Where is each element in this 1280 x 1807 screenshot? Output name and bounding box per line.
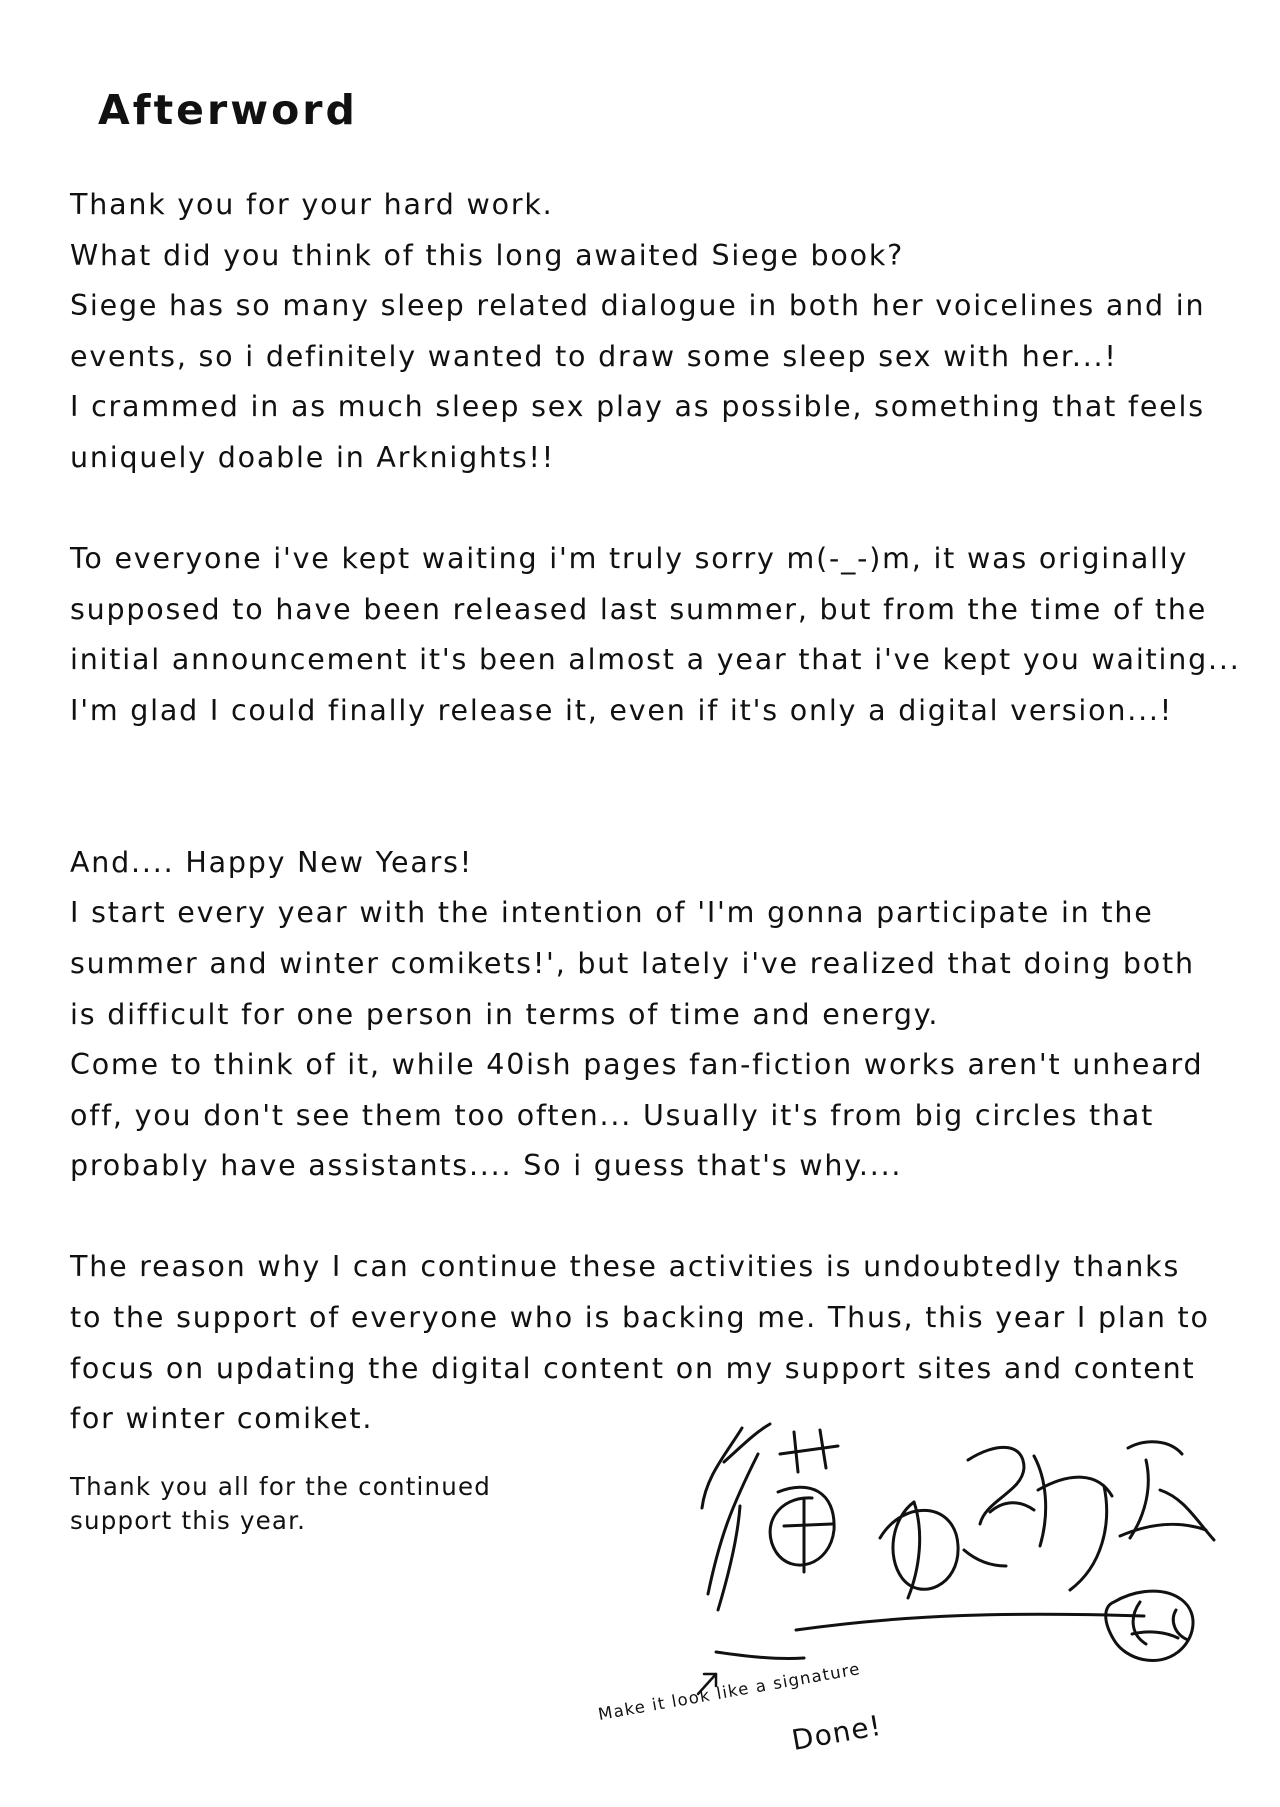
closing-line: Thank you all for the continued — [70, 1472, 491, 1501]
annotation-done: Done! — [789, 1708, 885, 1757]
text-line: The reason why I can continue these activities is undoubtedly thanks — [70, 1250, 1181, 1284]
paragraph-1 — [70, 180, 1250, 484]
page-title: Afterword — [98, 86, 358, 134]
paragraph-gap — [70, 737, 1250, 838]
annotation-note: Make it look like a signature — [596, 1659, 862, 1724]
paragraph-3 — [70, 838, 1250, 1192]
paragraph-gap — [70, 484, 1250, 535]
text-line: Siege has so many sleep related dialogue in both her voicelines and in — [70, 289, 1206, 323]
text-line: uniquely doable in Arknights!! — [70, 440, 555, 474]
text-line: summer and winter comikets!', but lately i've realized that doing both — [70, 946, 1195, 980]
text-line: And.... Happy New Years! — [70, 845, 473, 879]
text-line: I start every year with the intention of 'I'm gonna participate in the — [70, 896, 1154, 930]
text-line: events, so i definitely wanted to draw some sleep sex with her...! — [70, 339, 1118, 373]
text-line: What did you think of this long awaited Siege book? — [70, 238, 905, 272]
text-line: to the support of everyone who is backing me. Thus, this year I plan to — [70, 1301, 1210, 1335]
text-line: Thank you for your hard work. — [70, 188, 554, 221]
text-line: Come to think of it, while 40ish pages fan-fiction works aren't unheard — [70, 1048, 1204, 1082]
paragraph-2 — [70, 534, 1250, 736]
text-line: probably have assistants.... So i guess that's why.... — [70, 1149, 903, 1183]
text-line: off, you don't see them too often... Usually it's from big circles that — [70, 1098, 1155, 1132]
handwritten-signature — [700, 1420, 1220, 1680]
text-line: To everyone i've kept waiting i'm truly sorry m(-_-)m, it was originally — [70, 542, 1189, 576]
text-line: for winter comiket. — [70, 1402, 374, 1436]
closing-note — [70, 1470, 590, 1538]
text-line: I crammed in as much sleep sex play as possible, something that feels — [70, 390, 1205, 424]
afterword-body — [70, 180, 1250, 1445]
text-line: focus on updating the digital content on my support sites and content — [70, 1351, 1196, 1385]
paragraph-4 — [70, 1242, 1250, 1444]
text-line: is difficult for one person in terms of time and energy. — [70, 997, 940, 1031]
text-line: initial announcement it's been almost a year that i've kept you waiting... — [70, 643, 1241, 677]
text-line: supposed to have been released last summer, but from the time of the — [70, 592, 1208, 626]
paragraph-gap — [70, 1192, 1250, 1243]
closing-line: support this year. — [70, 1506, 307, 1535]
text-line: I'm glad I could finally release it, even if it's only a digital version...! — [70, 693, 1174, 727]
